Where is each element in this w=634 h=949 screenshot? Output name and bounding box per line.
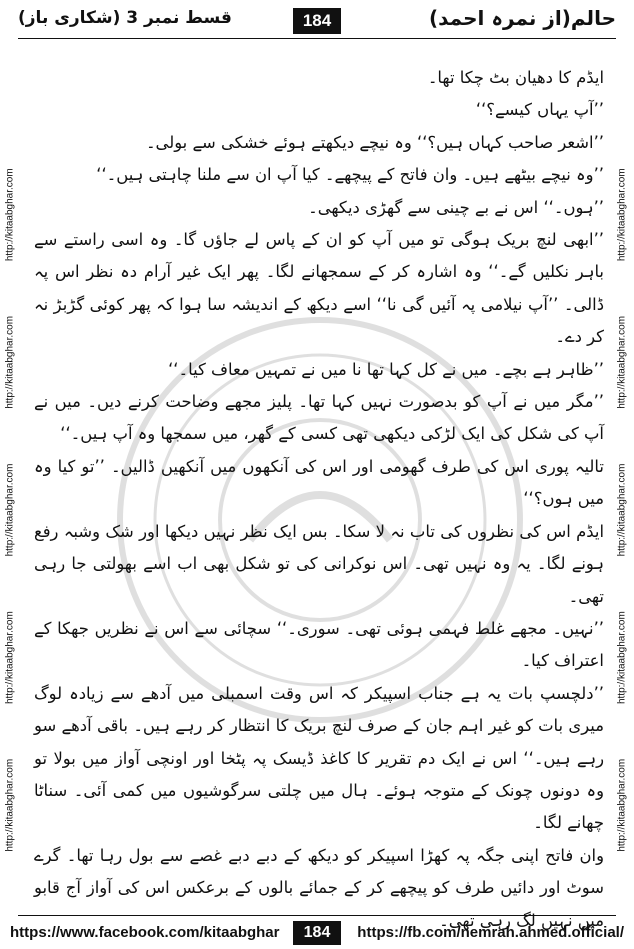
episode-label: قسط نمبر 3 (شکاری باز) [18, 8, 232, 28]
side-url: http://kitaabghar.com [616, 315, 628, 409]
paragraph: ’’وہ نیچے بیٹھے ہیں۔ وان فاتح کے پیچھے۔ کیا آپ ان سے ملنا چاہتی ہیں۔‘‘ [96, 165, 604, 185]
paragraph: وان فاتح اپنی جگہ پہ کھڑا اسپیکر کو دیکھ کے دبے دبے غصے سے بول رہا تھا۔ گرے سوٹ اور دائیں طرف کو پیچھے کر کے جمائے بالوں کے برعکس اس کی آواز آج قابو میں نہیں لگ رہی تھی۔ [34, 845, 604, 930]
side-url: http://kitaabghar.com [4, 611, 16, 705]
paragraph: ’’اشعر صاحب کہاں ہیں؟‘‘ وہ نیچے دیکھتے ہوئے خشکی سے بولی۔ [145, 132, 604, 152]
paragraph: ’’ظاہر ہے بچے۔ میں نے کل کہا تھا نا میں نے تمہیں معاف کیا۔‘‘ [168, 359, 604, 379]
book-title: حالم(از نمرہ احمد) [428, 6, 616, 30]
paragraph: تالیہ پوری اس کی طرف گھومی اور اس کی آنکھوں میں آنکھیں ڈالیں۔ ’’تو کیا وہ میں ہوں؟‘‘ [34, 456, 604, 509]
fb-profile-link[interactable]: https://fb.com/nemrah.ahmed.official/ [357, 924, 624, 941]
side-watermark-right [614, 120, 630, 900]
paragraph: ’’آپ یہاں کیسے؟‘‘ [475, 100, 604, 120]
paragraph: ’’نہیں۔ مجھے غلط فہمی ہوئی تھی۔ سوری۔‘‘ سچائی سے اس نے نظریں جھکا کے اعتراف کیا۔ [34, 618, 604, 671]
side-url: http://kitaabghar.com [4, 463, 16, 557]
paragraph: ایڈم اس کی نظروں کی تاب نہ لا سکا۔ بس ایک نظر نہیں دیکھا اور شک وشبہ رفع ہونے لگا۔ یہ وہ نہیں تھی۔ اس نوکرانی کی تو شکل بھی اب اسے بھولتی جا رہی تھی۔ [34, 521, 604, 606]
side-url: http://kitaabghar.com [4, 168, 16, 262]
header-divider [18, 38, 616, 39]
story-body [34, 62, 604, 937]
page-footer [0, 918, 634, 948]
paragraph: ’’ہوں۔‘‘ اس نے بے چینی سے گھڑی دیکھی۔ [308, 197, 604, 217]
paragraph: ’’مگر میں نے آپ کو بدصورت نہیں کہا تھا۔ پلیز مجھے وضاحت کرنے دیں۔ میں نے آپ کی شکل کی ایک لڑکی دیکھی تھی کسی کے گھر، میں سمجھا وہ آپ ہیں۔‘‘ [34, 392, 604, 444]
paragraph: ایڈم کا دھیان بٹ چکا تھا۔ [427, 68, 604, 87]
footer-divider [18, 915, 616, 916]
facebook-link[interactable]: https://www.facebook.com/kitaabghar [10, 924, 280, 941]
paragraph: ’’ابھی لنچ بریک ہوگی تو میں آپ کو ان کے پاس لے جاؤں گا۔ وہ اسی راستے سے باہر نکلیں گے۔‘‘ وہ اشارہ کر کے سمجھانے لگا۔ پھر ایک غیر آرام دہ نظر اس پہ ڈالی۔ ’’آپ نیلامی پہ آئیں گی نا‘‘ اسے دیکھ کے اندیشہ سا ہوا کہ پھر کوئی گڑبڑ نہ کر دے۔ [34, 230, 604, 347]
page-header [0, 0, 634, 44]
side-url: http://kitaabghar.com [616, 611, 628, 705]
side-url: http://kitaabghar.com [4, 758, 16, 852]
side-url: http://kitaabghar.com [4, 315, 16, 409]
side-url: http://kitaabghar.com [616, 463, 628, 557]
paragraph: ’’دلچسپ بات یہ ہے جناب اسپیکر کہ اس وقت اسمبلی میں آدھے سے زیادہ لوگ میری بات کو غیر اہم جان کے صرف لنچ بریک کا انتظار کر رہے ہیں۔ باقی آدھے سو رہے ہیں۔‘‘ اس نے ایک دم تقریر کا کاغذ ڈیسک پہ پٹخا اور اونچی آواز میں بولا تو وہ دونوں چونک کے متوجہ ہوئے۔ ہال میں چلتی سرگوشیوں میں کمی آئی۔ سناٹا چھانے لگا۔ [34, 683, 604, 833]
side-url: http://kitaabghar.com [616, 758, 628, 852]
page-number-top: 184 [293, 8, 341, 34]
page-number-bottom: 184 [293, 921, 341, 945]
side-url: http://kitaabghar.com [616, 168, 628, 262]
side-watermark-left [2, 120, 18, 900]
